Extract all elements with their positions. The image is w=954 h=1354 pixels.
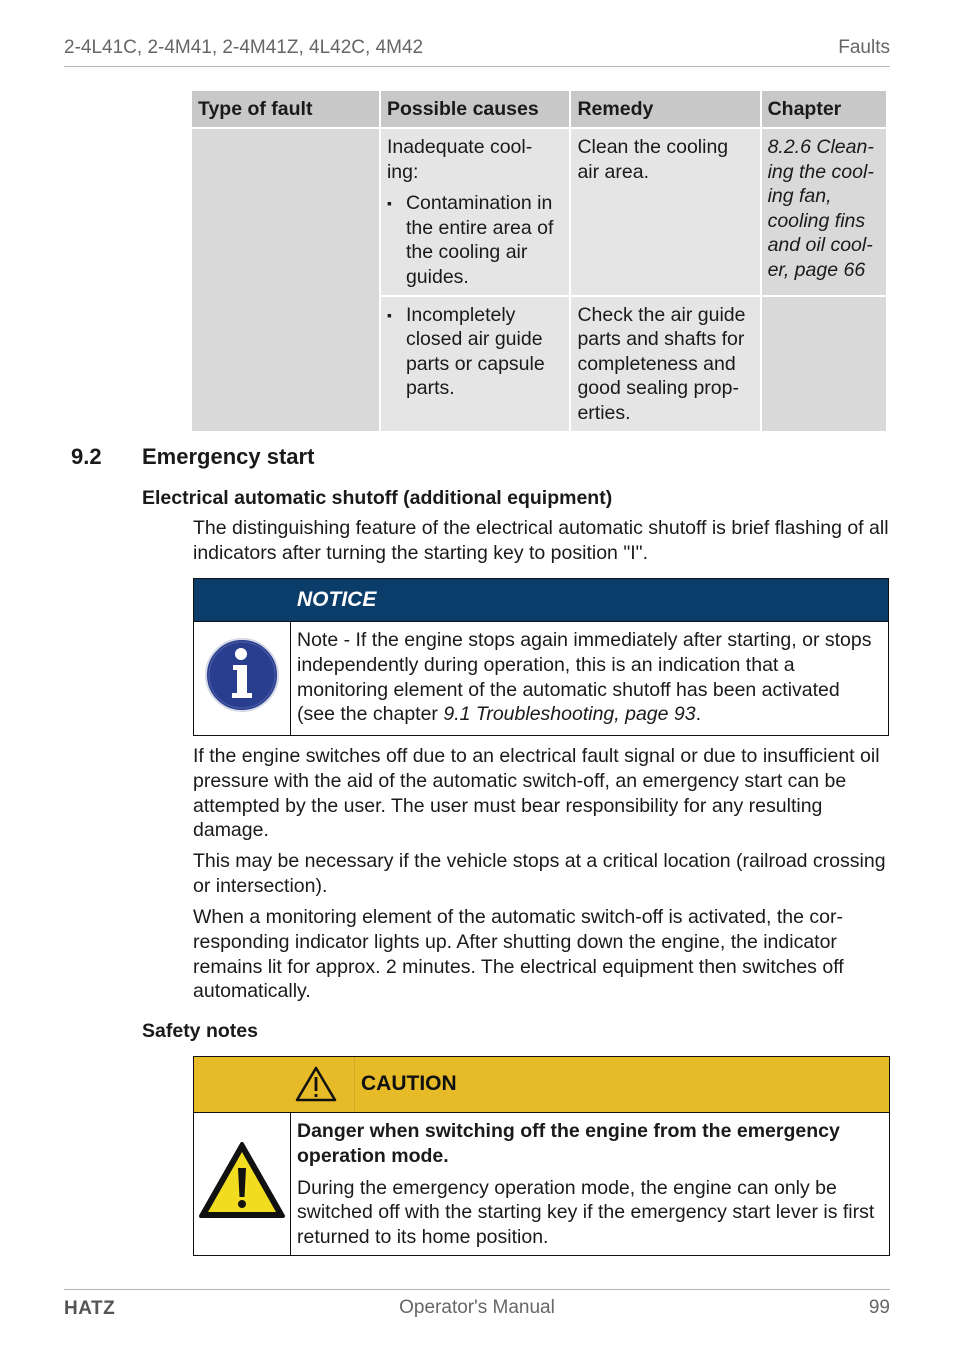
column-header: Type of fault <box>192 91 379 127</box>
notice-text-part: Note - If the engine stops again immediately after starting, or stops independently during operation, this is an indication that a monitoring element of the automatic shutoff has been activated (see the chapter <box>297 629 872 726</box>
possible-causes-cell <box>381 297 570 431</box>
header-section: Faults <box>838 37 890 58</box>
cause-bullet-text: Incompletely closed air guide parts or capsule parts. <box>405 303 545 400</box>
caution-box <box>193 1056 890 1256</box>
subsection-title: Electrical automatic shutoff (additional equipment) <box>142 487 613 509</box>
bullet-icon: ▪ <box>386 306 392 323</box>
body-paragraph: If the engine switches off due to an electrical fault signal or due to insufficient oil pressure with the aid of the automatic switch-off, an emergency start can be attempted by the user. The user must bear responsibility for any resulting damage. <box>193 745 880 842</box>
body-paragraph: When a monitoring element of the automatic switch-off is activated, the cor-responding indicator lights up. After shutting down the engine, the indicator remains lit for approx. 2 minutes. The electrical equipment then switches off automatically. <box>193 906 844 1003</box>
section-number: 9.2 <box>71 444 102 469</box>
info-icon <box>194 622 290 736</box>
caution-header <box>194 1057 889 1113</box>
notice-title: NOTICE <box>297 588 377 611</box>
subsection-title: Safety notes <box>142 1020 258 1042</box>
footer-brand: HATZ <box>64 1298 116 1319</box>
column-header: Possible causes <box>381 91 570 127</box>
page-number: 99 <box>868 1297 890 1318</box>
intro-paragraph: The distinguishing feature of the electrical automatic shutoff is brief flashing of all indicators after turning the starting key to position "I". <box>193 517 889 564</box>
column-header: Remedy <box>571 91 759 127</box>
footer-title: Operator's Manual <box>399 1297 555 1318</box>
column-header: Chapter <box>762 91 886 127</box>
table-header-row <box>192 91 886 127</box>
caution-title: CAUTION <box>361 1072 457 1095</box>
notice-text <box>297 628 880 727</box>
warning-triangle-icon <box>194 1112 290 1255</box>
possible-causes-cell <box>381 129 570 295</box>
caution-text <box>297 1119 881 1250</box>
cause-bullet <box>387 303 564 401</box>
header-models: 2-4L41C, 2-4M41, 2-4M41Z, 4L42C, 4M42 <box>64 37 424 58</box>
cause-intro: Inadequate cool-ing: <box>386 136 533 183</box>
body-paragraph: This may be necessary if the vehicle stops at a critical location (railroad crossing or intersection). <box>193 850 886 897</box>
remedy-cell: Clean the cooling air area. <box>571 129 759 295</box>
caution-body: During the emergency operation mode, the engine can only be switched off with the starting key if the emergency start lever is first returned to its home position. <box>297 1176 875 1249</box>
caution-headline: Danger when switching off the engine from the emergency operation mode. <box>297 1120 840 1167</box>
notice-icon-cell <box>194 621 291 735</box>
table-row <box>192 129 886 295</box>
caution-header-icon-cell <box>194 1057 355 1112</box>
section-title: Emergency start <box>142 444 315 469</box>
warning-triangle-icon <box>194 1057 354 1112</box>
bullet-icon: ▪ <box>386 195 392 212</box>
type-of-fault-cell <box>192 129 379 431</box>
notice-divider <box>290 621 888 622</box>
chapter-link[interactable]: 8.2.6 Clean-ing the cool-ing fan, cooling fins and oil cool-er, page 66 <box>762 129 886 295</box>
header-rule <box>64 66 890 67</box>
footer-rule <box>64 1289 890 1290</box>
fault-table <box>190 89 888 433</box>
remedy-cell: Check the air guide parts and shafts for completeness and good sealing prop-erties. <box>571 297 759 431</box>
notice-header <box>194 579 888 621</box>
cause-bullet-text: Contamination in the entire area of the cooling air guides. <box>405 192 554 288</box>
notice-chapter-link[interactable]: 9.1 Troubleshooting, page 93 <box>443 703 696 726</box>
chapter-cell <box>762 297 886 431</box>
cause-bullet <box>387 191 564 289</box>
notice-box <box>193 578 889 736</box>
notice-text-end: . <box>695 703 702 726</box>
caution-icon-cell <box>194 1112 291 1255</box>
